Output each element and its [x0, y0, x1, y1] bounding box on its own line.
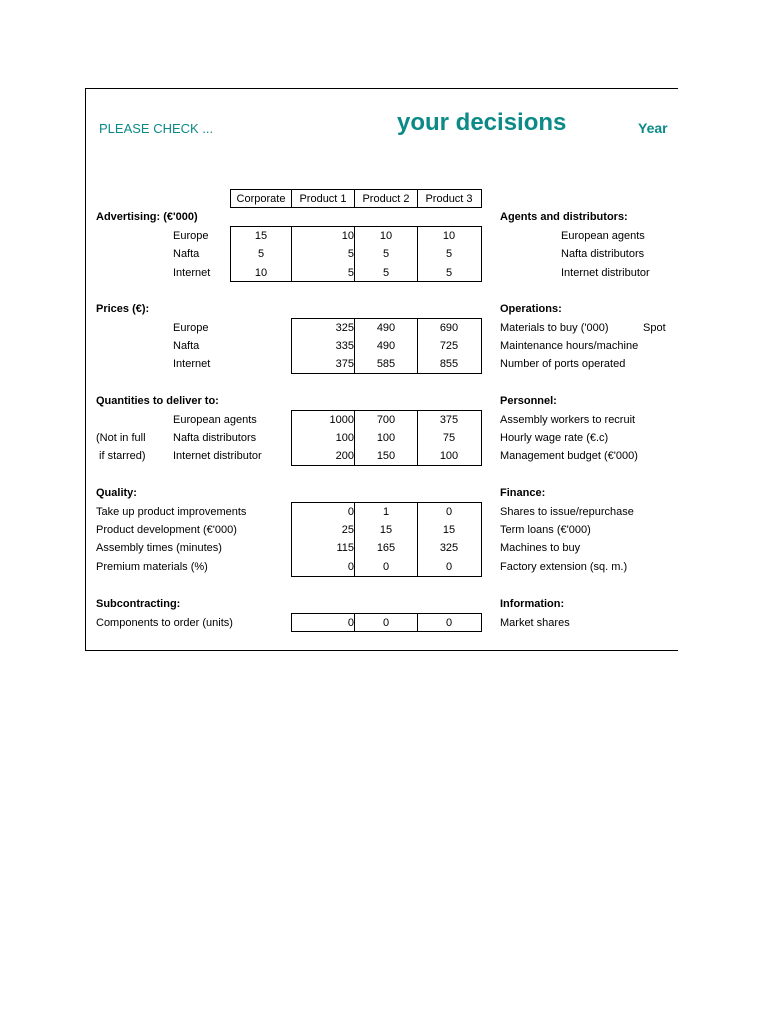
- column-header-product-1: Product 1: [299, 193, 347, 205]
- quality-heading: Quality:: [96, 487, 137, 499]
- finance-item: Factory extension (sq. m.): [500, 561, 628, 573]
- quantity-cell[interactable]: 100: [439, 450, 459, 462]
- information-item: Market shares: [500, 617, 570, 629]
- prices-row-label: Nafta: [173, 340, 200, 352]
- personnel-item: Assembly workers to recruit: [500, 414, 636, 426]
- year-label: Year: [638, 120, 668, 136]
- operations-heading: Operations:: [500, 303, 562, 315]
- quantities-row-label: Internet distributor: [173, 450, 262, 462]
- advertising-cell[interactable]: 5: [382, 267, 390, 279]
- quantities-note: if starred): [96, 450, 146, 462]
- quality-cell[interactable]: 15: [379, 524, 393, 536]
- subcontracting-heading: Subcontracting:: [96, 598, 181, 610]
- quality-cell[interactable]: 0: [445, 561, 453, 573]
- quantity-cell[interactable]: 75: [442, 432, 456, 444]
- price-cell[interactable]: 490: [376, 322, 396, 334]
- spot-label: Spot: [643, 322, 666, 334]
- advertising-heading: Advertising: (€'000): [96, 211, 198, 223]
- price-cell[interactable]: 725: [439, 340, 459, 352]
- agents-item: Internet distributor: [561, 267, 650, 279]
- column-header-product-2: Product 2: [362, 193, 410, 205]
- advertising-cell[interactable]: 10: [254, 267, 268, 279]
- advertising-cell[interactable]: 15: [254, 230, 268, 242]
- advertising-row-label: Europe: [173, 230, 209, 242]
- operations-item: Maintenance hours/machine: [500, 340, 639, 352]
- column-header-product-3: Product 3: [425, 193, 473, 205]
- quality-cell[interactable]: 165: [376, 542, 396, 554]
- personnel-heading: Personnel:: [500, 395, 557, 407]
- advertising-cell[interactable]: 5: [445, 248, 453, 260]
- price-cell[interactable]: 325: [335, 322, 354, 334]
- quality-cell[interactable]: 115: [336, 542, 354, 554]
- subcontracting-cell[interactable]: 0: [347, 617, 354, 629]
- advertising-cell[interactable]: 10: [379, 230, 393, 242]
- prices-heading: Prices (€):: [96, 303, 150, 315]
- page-title: your decisions: [397, 109, 567, 136]
- price-cell[interactable]: 335: [335, 340, 354, 352]
- quality-row-label: Product development (€'000): [96, 524, 237, 536]
- quality-row-label: Assembly times (minutes): [96, 542, 222, 554]
- personnel-item: Management budget (€'000): [500, 450, 638, 462]
- quality-row-label: Take up product improvements: [96, 506, 247, 518]
- please-check-label: PLEASE CHECK ...: [99, 121, 214, 136]
- quantity-cell[interactable]: 100: [335, 432, 354, 444]
- quantities-row-label: Nafta distributors: [173, 432, 257, 444]
- advertising-cell[interactable]: 5: [445, 267, 453, 279]
- column-header-corporate: Corporate: [236, 193, 286, 205]
- quality-cell[interactable]: 325: [439, 542, 459, 554]
- finance-item: Shares to issue/repurchase: [500, 506, 634, 518]
- price-cell[interactable]: 490: [376, 340, 396, 352]
- quality-cell[interactable]: 25: [341, 524, 354, 536]
- agents-item: Nafta distributors: [561, 248, 645, 260]
- quantity-cell[interactable]: 100: [376, 432, 396, 444]
- quantity-cell[interactable]: 700: [376, 414, 396, 426]
- advertising-cell[interactable]: 5: [347, 248, 354, 260]
- quality-cell[interactable]: 15: [442, 524, 456, 536]
- quantity-cell[interactable]: 200: [335, 450, 354, 462]
- agents-item: European agents: [561, 230, 645, 242]
- quantities-heading: Quantities to deliver to:: [96, 395, 219, 407]
- subcontracting-cell[interactable]: 0: [445, 617, 453, 629]
- subcontracting-row-label: Components to order (units): [96, 617, 233, 629]
- quantity-cell[interactable]: 375: [439, 414, 459, 426]
- finance-item: Machines to buy: [500, 542, 581, 554]
- advertising-cell[interactable]: 5: [347, 267, 354, 279]
- price-cell[interactable]: 855: [439, 358, 459, 370]
- subcontracting-cell[interactable]: 0: [382, 617, 390, 629]
- advertising-cell[interactable]: 5: [382, 248, 390, 260]
- finance-heading: Finance:: [500, 487, 546, 499]
- operations-item: Number of ports operated: [500, 358, 626, 370]
- quantity-cell[interactable]: 1000: [329, 414, 354, 426]
- information-heading: Information:: [500, 598, 565, 610]
- prices-row-label: Internet: [173, 358, 211, 370]
- price-cell[interactable]: 585: [376, 358, 396, 370]
- price-cell[interactable]: 690: [439, 322, 459, 334]
- advertising-row-label: Internet: [173, 267, 211, 279]
- personnel-item: Hourly wage rate (€.c): [500, 432, 609, 444]
- advertising-cell[interactable]: 10: [442, 230, 456, 242]
- quality-row-label: Premium materials (%): [96, 561, 208, 573]
- advertising-row-label: Nafta: [173, 248, 200, 260]
- quantities-note: (Not in full: [96, 432, 146, 444]
- quality-cell[interactable]: 0: [347, 561, 354, 573]
- agents-heading: Agents and distributors:: [500, 211, 628, 223]
- quantity-cell[interactable]: 150: [376, 450, 396, 462]
- advertising-cell[interactable]: 5: [257, 248, 265, 260]
- advertising-cell[interactable]: 10: [341, 230, 354, 242]
- quality-cell[interactable]: 0: [445, 506, 453, 518]
- quality-cell[interactable]: 1: [382, 506, 390, 518]
- quality-cell[interactable]: 0: [347, 506, 354, 518]
- quality-cell[interactable]: 0: [382, 561, 390, 573]
- prices-row-label: Europe: [173, 322, 209, 334]
- price-cell[interactable]: 375: [335, 358, 354, 370]
- quantities-row-label: European agents: [173, 414, 257, 426]
- finance-item: Term loans (€'000): [500, 524, 591, 536]
- operations-item: Materials to buy ('000): [500, 322, 609, 334]
